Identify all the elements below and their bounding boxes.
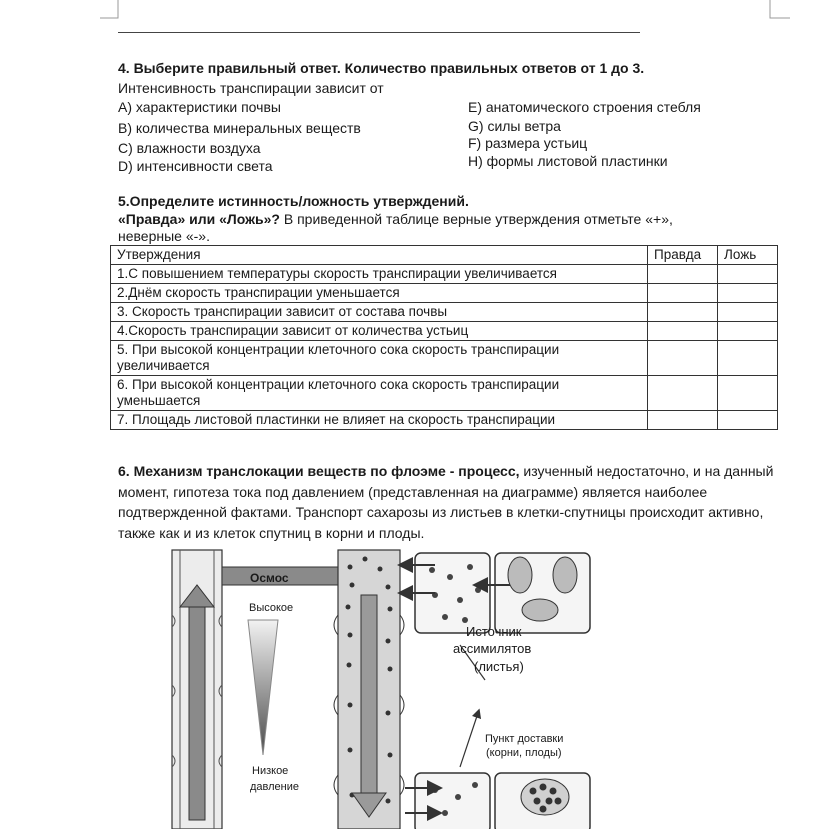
true-cell[interactable] xyxy=(648,303,718,322)
osmosis-label: Осмос xyxy=(250,571,289,585)
table-row xyxy=(111,322,778,341)
page-corner-mark-right xyxy=(768,0,790,22)
statement-cell: 3. Скорость транспирации зависит от состава почвы xyxy=(111,303,648,322)
low-pressure-label-line2: давление xyxy=(250,781,300,793)
false-cell[interactable] xyxy=(718,284,778,303)
q5-instruction-line2: неверные «-». xyxy=(118,228,210,244)
q6-paragraph xyxy=(118,461,778,543)
true-cell[interactable] xyxy=(648,322,718,341)
sink-label-line2: (корни, плоды) xyxy=(486,747,562,759)
true-cell[interactable] xyxy=(648,284,718,303)
q4-option-e: Е) анатомического строения стебля xyxy=(468,99,701,115)
statement-cell: 6. При высокой концентрации клеточного сока скорость транспирации уменьшается xyxy=(111,376,648,411)
source-label-line1: Источник xyxy=(466,624,522,639)
q4-option-a: А) характеристики почвы xyxy=(118,99,281,115)
false-cell[interactable] xyxy=(718,341,778,376)
q4-option-c: С) влажности воздуха xyxy=(118,140,261,156)
q4-option-g: G) силы ветра xyxy=(468,118,561,134)
pressure-gradient-cone xyxy=(248,620,278,755)
header-statements: Утверждения xyxy=(111,246,648,265)
q4-option-b: В) количества минеральных веществ xyxy=(118,120,361,136)
sink-pointer-line xyxy=(460,713,478,767)
false-cell[interactable] xyxy=(718,376,778,411)
q4-option-d: D) интенсивности света xyxy=(118,158,273,174)
sink-label-line1: Пункт доставки xyxy=(485,733,564,745)
false-cell[interactable] xyxy=(718,411,778,430)
table-header-row xyxy=(111,246,778,265)
header-rule xyxy=(118,32,640,33)
q5-instruction-bold: «Правда» или «Ложь»? xyxy=(118,211,280,227)
phloem-diagram xyxy=(160,545,600,829)
statement-cell: 7. Площадь листовой пластинки не влияет на скорость транспирации xyxy=(111,411,648,430)
low-pressure-label-line1: Низкое xyxy=(252,765,289,777)
source-label-line2: ассимилятов xyxy=(453,641,532,656)
q5-instruction-rest: В приведенной таблице верные утверждения отметьте «+», xyxy=(279,211,673,227)
header-true: Правда xyxy=(648,246,718,265)
false-cell[interactable] xyxy=(718,265,778,284)
q6-text: изученный недостаточно, и на данный момент, гипотеза тока под давлением (представленная на диаграмме) является наиболее подтвержденной фактами. Транспорт сахарозы из листьев в клетки-спутницы происходит активно, также как и из клеток спутниц в корни и плоды. xyxy=(118,463,774,541)
table-row xyxy=(111,265,778,284)
statement-cell: 1.С повышением температуры скорость транспирации увеличивается xyxy=(111,265,648,284)
true-cell[interactable] xyxy=(648,341,718,376)
q5-title: 5.Определите истинность/ложность утверждений. xyxy=(118,193,469,209)
q4-option-h: Н) формы листовой пластинки xyxy=(468,153,668,169)
q6-title: 6. Механизм транслокации веществ по флоэме - процесс, xyxy=(118,463,520,479)
true-cell[interactable] xyxy=(648,376,718,411)
high-pressure-label: Высокое xyxy=(249,602,294,614)
statement-cell: 5. При высокой концентрации клеточного сока скорость транспирации увеличивается xyxy=(111,341,648,376)
page-corner-mark-left xyxy=(100,0,120,22)
sink-cells xyxy=(415,773,590,829)
statement-cell: 2.Днём скорость транспирации уменьшается xyxy=(111,284,648,303)
q4-title: 4. Выберите правильный ответ. Количество правильных ответов от 1 до 3. xyxy=(118,60,645,76)
header-false: Ложь xyxy=(718,246,778,265)
source-leaf-cells xyxy=(415,553,590,633)
q4-option-f: F) размера устьиц xyxy=(468,135,588,151)
false-cell[interactable] xyxy=(718,303,778,322)
table-row xyxy=(111,284,778,303)
true-cell[interactable] xyxy=(648,411,718,430)
statement-cell: 4.Скорость транспирации зависит от количества устьиц xyxy=(111,322,648,341)
table-row xyxy=(111,303,778,322)
true-cell[interactable] xyxy=(648,265,718,284)
table-row xyxy=(111,411,778,430)
false-cell[interactable] xyxy=(718,322,778,341)
truth-table xyxy=(110,245,778,430)
q4-stem: Интенсивность транспирации зависит от xyxy=(118,80,384,96)
q5-instruction xyxy=(118,210,673,228)
table-row xyxy=(111,376,778,411)
source-label-line3: (листья) xyxy=(474,659,524,674)
table-row xyxy=(111,341,778,376)
